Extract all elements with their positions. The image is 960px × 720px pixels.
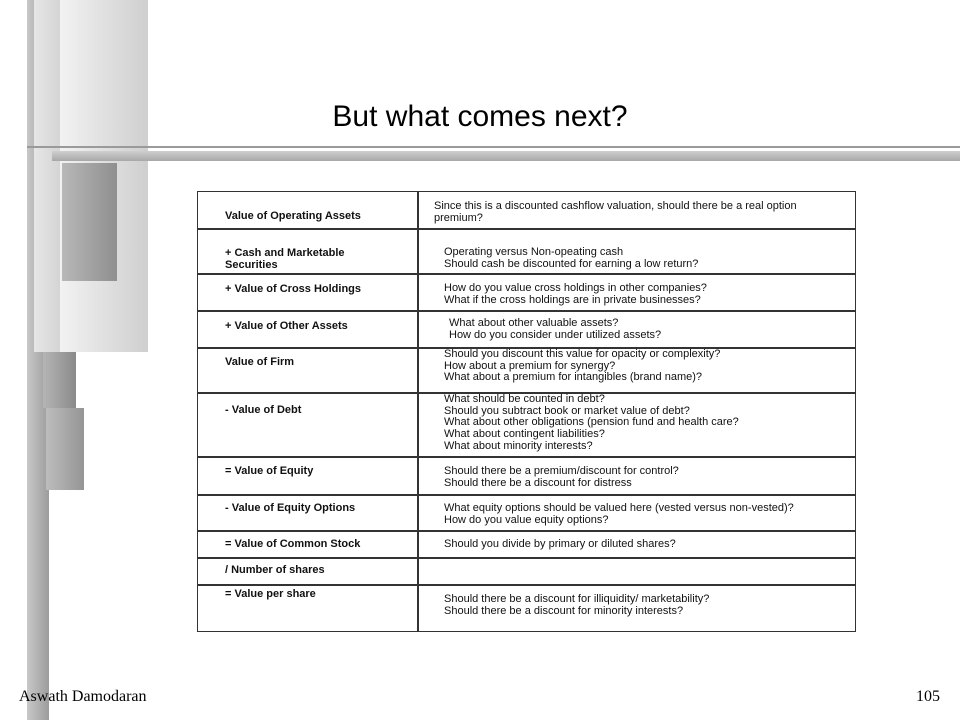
row-label: Value of Firm: [225, 356, 295, 368]
row-questions: [444, 503, 794, 526]
valuation-question-table: [197, 191, 856, 632]
question-text: premium?: [434, 211, 483, 224]
row-questions: [444, 349, 720, 384]
decor-bar-4: [46, 408, 84, 490]
row-divider: [198, 494, 855, 496]
row-label: = Value of Equity: [225, 465, 314, 477]
row-label: = Value per share: [225, 588, 316, 600]
question-text: Should you discount this value for opacity or complexity?: [444, 348, 721, 360]
row-label-text: + Cash and Marketable Securities: [225, 247, 345, 271]
row-divider: [198, 273, 855, 275]
row-label: - Value of Equity Options: [225, 502, 356, 514]
question-text: Should there be a discount for minority interests?: [444, 604, 684, 617]
row-divider: [198, 456, 855, 458]
row-questions: [444, 539, 676, 551]
question-text: What about a premium for intangibles (brand name)?: [444, 371, 703, 384]
question-text: What if the cross holdings are in private businesses?: [444, 293, 701, 306]
decor-bar-3: [43, 352, 76, 408]
row-label: / Number of shares: [225, 564, 325, 576]
row-divider: [198, 584, 855, 586]
question-text: What equity options should be valued here (vested versus non-vested)?: [444, 502, 794, 514]
question-text: Should cash be discounted for earning a low return?: [444, 257, 699, 270]
row-questions: [434, 201, 797, 224]
question-text: How do you value equity options?: [444, 513, 609, 526]
title-shadow-bar: [52, 151, 960, 161]
question-text: Should there be a discount for illiquidity/ marketability?: [444, 593, 710, 605]
question-text: How do you consider under utilized assets?: [449, 328, 662, 341]
row-divider: [198, 228, 855, 230]
row-label: [225, 247, 395, 271]
row-questions: [444, 247, 698, 270]
question-text: Should you subtract book or market value of debt?: [444, 404, 690, 417]
question-text: What about other obligations (pension fund and health care?: [444, 416, 739, 429]
footer-author: Aswath Damodaran: [19, 688, 147, 705]
row-questions: [444, 283, 707, 306]
column-divider: [417, 192, 419, 631]
row-questions: [444, 466, 679, 489]
question-text: Operating versus Non-opeating cash: [444, 246, 624, 258]
question-text: Should there be a discount for distress: [444, 476, 632, 489]
title-underline: [27, 146, 960, 148]
slide-title: But what comes next?: [332, 100, 628, 133]
row-label: - Value of Debt: [225, 404, 302, 416]
question-text: What about contingent liabilities?: [444, 428, 605, 441]
row-divider: [198, 530, 855, 532]
question-text: Since this is a discounted cashflow valuation, should there be a real option: [434, 200, 797, 212]
row-label: + Value of Cross Holdings: [225, 283, 362, 295]
row-label: = Value of Common Stock: [225, 538, 361, 550]
row-questions: [449, 318, 661, 341]
row-label: Value of Operating Assets: [225, 210, 361, 222]
row-questions: [444, 394, 739, 453]
question-text: What about other valuable assets?: [449, 317, 619, 329]
question-text: Should you divide by primary or diluted shares?: [444, 538, 676, 550]
page-number: 105: [916, 688, 940, 705]
row-questions: [444, 594, 709, 617]
decor-bar-6: [62, 163, 117, 281]
question-text: How do you value cross holdings in other companies?: [444, 282, 707, 294]
question-text: How about a premium for synergy?: [444, 359, 616, 372]
row-label: + Value of Other Assets: [225, 320, 348, 332]
question-text: What about minority interests?: [444, 439, 593, 452]
row-divider: [198, 310, 855, 312]
row-divider: [198, 557, 855, 559]
question-text: Should there be a premium/discount for control?: [444, 465, 679, 477]
question-text: What should be counted in debt?: [444, 393, 605, 405]
